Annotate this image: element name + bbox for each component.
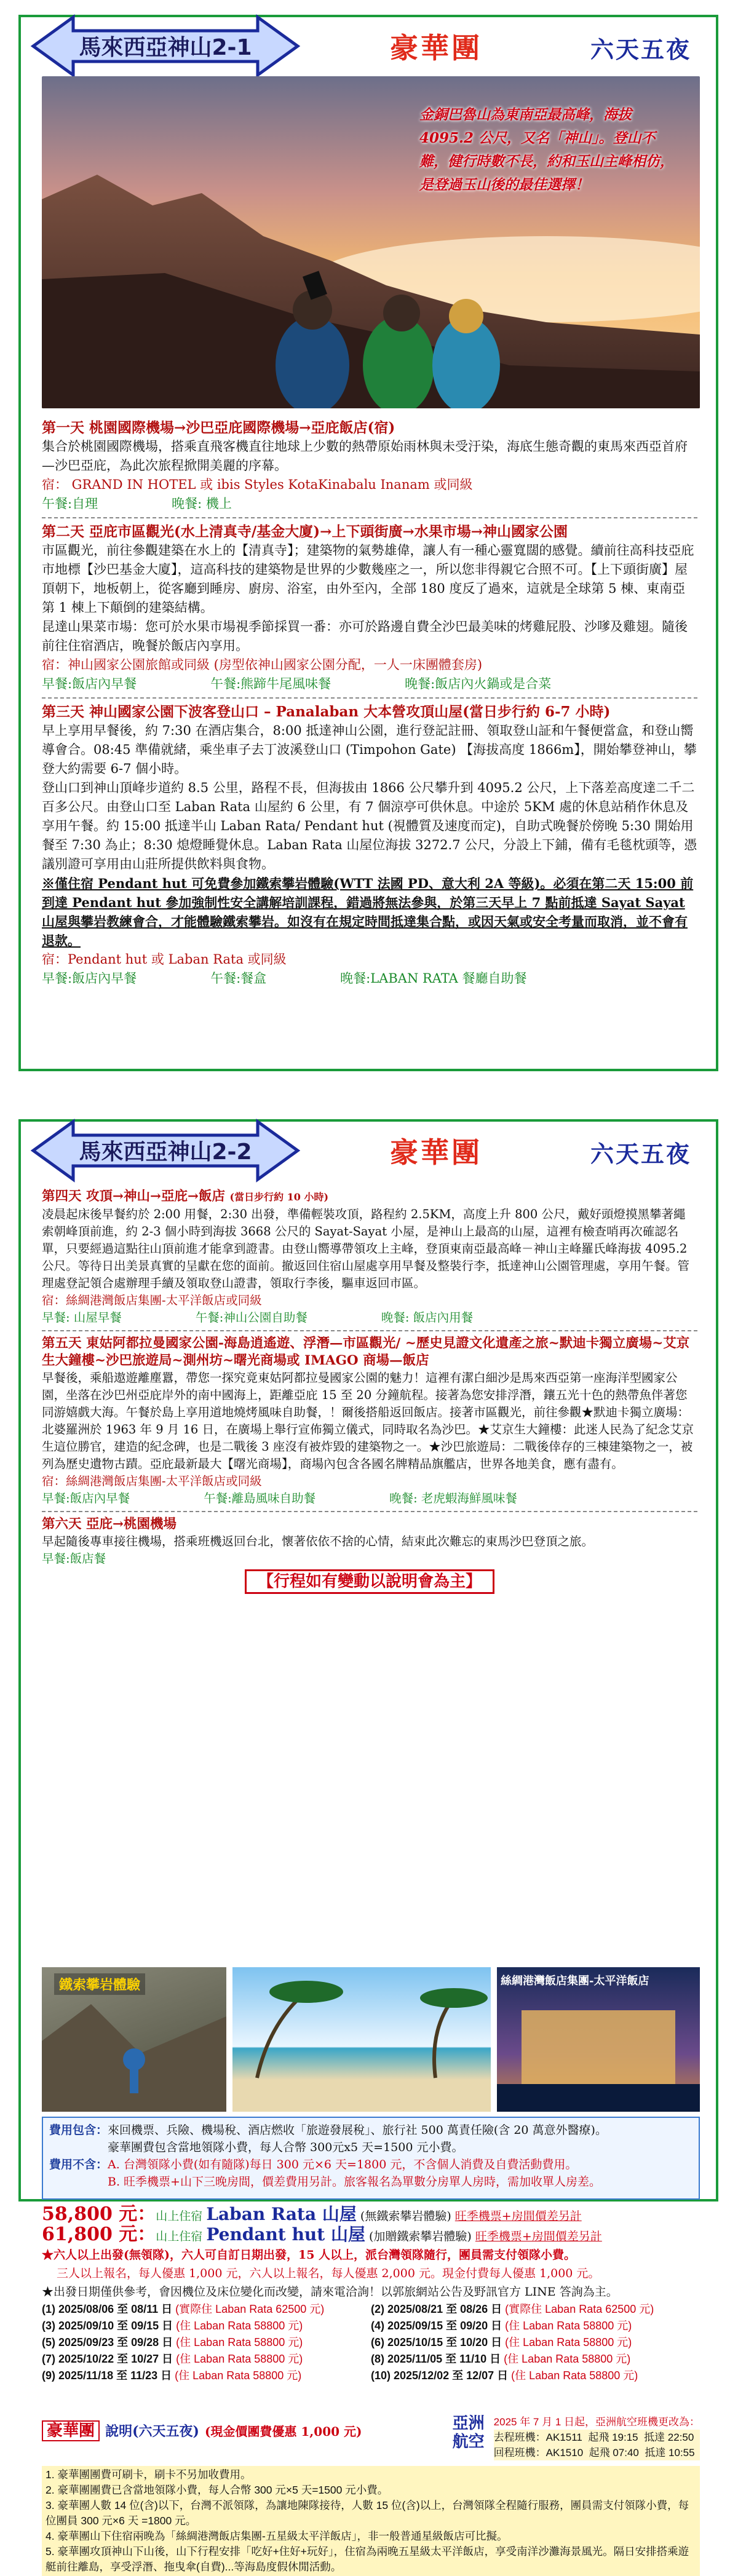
duration-label: 六天五夜 bbox=[590, 1140, 691, 1168]
date-disclaimer: ★出發日期僅供參考，會因機位及床位變化而改變，請來電洽詢！以郭旅網站公告及野訊官方 LINE 答詢為主。 bbox=[42, 2285, 618, 2299]
day3-body: 早上享用早餐後，約 7:30 在酒店集合，8:00 抵達神山公園，進行登記註冊、領取登山証和午餐便當盒，和登山嚮導會合。08:45 準備就緒，乘坐車子去丁波溪登山口 (Timpohon Gate) 【海拔高度 1866m】，開始攀登神山，攀登大約需要 6-7 個小時。 bbox=[42, 723, 697, 776]
day6-meals: 早餐:飯店餐 bbox=[42, 1552, 106, 1566]
cost-included: 費用包含：來回機票、兵險、機場稅、酒店燃收「旅遊發展稅」、旅行社 500 萬責任險(含 20 萬意外醫療)。 bbox=[49, 2123, 607, 2137]
footer-item: 4. 豪華團山下住宿兩晚為「絲綢港灣飯店集團-五星級太平洋飯店」，非一般普通星級飯店可比擬。 bbox=[46, 2530, 508, 2542]
day1-title: 第一天 桃園國際機場→沙巴亞庇國際機場→亞庇飯店(宿) bbox=[42, 419, 395, 436]
summit-sunrise-photo bbox=[42, 76, 700, 408]
hotel-photo bbox=[497, 1967, 700, 2112]
duration-label: 六天五夜 bbox=[590, 36, 691, 63]
itinerary-text-1 bbox=[42, 418, 697, 988]
via-ferrata-photo bbox=[42, 1967, 226, 2112]
day5-meals: 早餐:飯店內早餐 午餐:離島風味自助餐 晚餐: 老虎蝦海鮮風味餐 bbox=[42, 1491, 517, 1505]
photo-caption: 金銅巴魯山為東南亞最高峰，海拔4095.2 公尺，又名「神山」。登山不難，健行時數不長，約和玉山主峰相仿，是登過玉山後的最佳選擇！ bbox=[419, 106, 674, 193]
footer-notes bbox=[42, 2414, 700, 2573]
cost-box bbox=[42, 2117, 700, 2200]
divider bbox=[42, 1330, 697, 1331]
price-option-1: 58,800 元：山上住宿 Laban Rata 山屋 (無鐵索攀岩體驗) 旺季機票+房間價差另計 bbox=[42, 2203, 582, 2225]
footer-item: 5. 豪華團攻頂神山下山後，山下行程安排「吃好+住好+玩好」，住宿為兩晚五星級太平洋飯店，享受南洋沙灘海景風光。隔日安排搭乘遊艇前往離島，享受浮潛、拖曳傘(自費)...等海島度假休閒活動。 bbox=[46, 2545, 689, 2573]
date-item: (1) 2025/08/06 至 08/11 日 (實際住 Laban Rata 62500 元) bbox=[42, 2303, 325, 2315]
banner-title: 馬來西亞神山2-2 bbox=[79, 1139, 252, 1165]
day1-meals: 午餐:自理 晚餐: 機上 bbox=[42, 496, 232, 511]
brand-label: 豪華團 bbox=[390, 31, 482, 65]
footer-heading: 豪華團 說明(六天五夜) (現金價團費優惠 1,000 元) bbox=[42, 2414, 362, 2466]
cost-included-2: 豪華團費包含當地領隊小費，每人合幣 300元x5 天=1500 元小費。 bbox=[108, 2141, 464, 2154]
date-item: (4) 2025/09/15 至 09/20 日 (住 Laban Rata 58800 元) bbox=[371, 2320, 632, 2332]
airline-name: 亞洲航空 bbox=[452, 2414, 485, 2451]
discount-rule: 三人以上報名，每人優惠 1,000 元，六人以上報名，每人優惠 2,000 元。現金付費每人優惠 1,000 元。 bbox=[57, 2267, 600, 2280]
price-section bbox=[42, 2205, 700, 2384]
date-item: (6) 2025/10/15 至 10/20 日 (住 Laban Rata 58800 元) bbox=[371, 2336, 632, 2348]
day4-meals: 早餐: 山屋早餐 午餐:神山公園自助餐 晚餐: 飯店內用餐 bbox=[42, 1310, 474, 1325]
divider bbox=[42, 517, 697, 518]
flight-table: 2025 年 7 月 1 日起，亞洲航空班機更改為： 去程班機：AK1511 起飛 19:15 抵達 22:50 回程班機：AK1510 起飛 07:40 抵達 10:55 bbox=[494, 2414, 700, 2460]
day3-title: 第三天 神山國家公園下波客登山口 – Panalaban 大本營攻頂山屋(當日步行約 6-7 小時) bbox=[42, 703, 611, 720]
itinerary-page-1 bbox=[18, 15, 718, 1071]
date-item: (10) 2025/12/02 至 12/07 日 (住 Laban Rata 58800 元) bbox=[371, 2369, 638, 2382]
day5-stay: 宿：絲綢港灣飯店集團-太平洋飯店或同級 bbox=[42, 1474, 262, 1488]
day2-meals: 早餐:飯店內早餐 午餐:熊蹄牛尾風味餐 晚餐:飯店內火鍋或是合菜 bbox=[42, 676, 552, 691]
price-option-2: 61,800 元：山上住宿 Pendant hut 山屋 (加贈鐵索攀岩體驗) 旺季機票+房間價差另計 bbox=[42, 2224, 602, 2245]
cost-excluded-2: B. 旺季機票+山下三晚房間，價差費用另計。旅客報名為單數分房單人房時，需加收單人房差。 bbox=[108, 2175, 601, 2189]
footer-item: 3. 豪華團人數 14 位(含)以下，台灣不派領隊，為讓地陳隊接待，人數 15 位(含)以上，台灣領隊全程隨行服務，團員需支付領隊小費，每位團員 300 元×6 天 =1800 元。 bbox=[46, 2499, 689, 2527]
title-banner bbox=[21, 1117, 310, 1184]
date-item: (5) 2025/09/23 至 09/28 日 (住 Laban Rata 58800 元) bbox=[42, 2336, 303, 2348]
divider bbox=[42, 1511, 697, 1512]
footer-item: 1. 豪華團團費可刷卡，刷卡不另加收費用。 bbox=[46, 2468, 252, 2481]
day1-body: 集合於桃園國際機場，搭乘直飛客機直往地球上少數的熱帶原始雨林與未受汙染，海底生態奇觀的東馬來西亞首府—沙巴亞庇，為此次旅程掀開美麗的序幕。 bbox=[42, 439, 688, 473]
date-item: (8) 2025/11/05 至 11/10 日 (住 Laban Rata 58800 元) bbox=[371, 2353, 631, 2365]
day5-body: 早餐後，乘船遨遊離塵囂，帶您一探究竟東姑阿都拉曼國家公園的魅力！這裡有潔白細沙是馬來西亞第一座海洋型國家公園，坐落在沙巴州亞庇岸外的南中國海上，距離亞庇 15 至 20 分鐘航程。接著為您安排浮潛，鑲五光十色的熱帶魚伴著您同游嬉戲大海。午餐於島上享用道地燒烤風味自助餐，！爾後搭船返回飯店。接著市區觀光，前往參觀★默迪卡獨立廣場：北婆羅洲於 1963 年 9 月 16 日，在廣場上舉行宣佈獨立儀式，同時取名為沙巴。★艾京生大鐘樓：此迷人民為了紀念艾京生這位勝官，建造的紀念碑，也是二戰後 3 座沒有被炸毀的建築物之一。★沙巴旅遊局：二戰後倖存的三棟建築物之一，被列為歷史遺物古蹟。亞庇最新最大【曙光商場】，商場內包含各國名牌精品旗艦店，世界各地美食，應有盡有。 bbox=[42, 1371, 694, 1471]
banner-title: 馬來西亞神山2-1 bbox=[79, 35, 252, 60]
date-item: (2) 2025/08/21 至 08/26 日 (實際住 Laban Rata 62500 元) bbox=[371, 2303, 654, 2315]
day2-body: 市區觀光，前往參觀建築在水上的【清真寺】；建築物的氣勢雄偉，讓人有一種心靈寬闊的感覺。續前往高科技亞庇市地標【沙巴基金大廈】，這高科技的建築物是世界的少數幾座之一，所以您非得親它合照不可。【上下頭街廣】屋頂朝下，地板朝上，從客廳到睡房、廚房、浴室，由外至內，全部 180 度反了過來，這就是全球第 5 棟、東南亞第 1 棟上下顛倒的建築結構。 bbox=[42, 543, 694, 615]
day3-notice: ※僅住宿 Pendant hut 可免費參加鐵索攀岩體驗(WTT 法國 PD、意大利 2A 等級)。必須在第二天 15:00 前到達 Pendant hut 參加強制性安全講解培訓課程，錯過將無法參與，於第三天早上 7 點前抵達 Sayat Sayat 山屋與攀岩教練會合，才能體驗鐵索攀岩。如沒有在規定時間抵達集合點，或因天氣或安全考量而取消，並不會有退款。 bbox=[42, 876, 694, 948]
date-item: (9) 2025/11/18 至 11/23 日 (住 Laban Rata 58800 元) bbox=[42, 2369, 302, 2382]
flight-info bbox=[448, 2414, 700, 2466]
footer-list bbox=[42, 2466, 700, 2576]
title-banner bbox=[21, 12, 310, 80]
day4-stay: 宿：絲綢港灣飯店集團-太平洋飯店或同級 bbox=[42, 1293, 262, 1307]
divider bbox=[42, 697, 697, 699]
day2-title: 第二天 亞庇市區觀光(水上清真寺/基金大廈)→上下頭街廣→水果市場→神山國家公園 bbox=[42, 523, 568, 540]
day1-stay: 宿： GRAND IN HOTEL 或 ibis Styles KotaKinabalu Inanam 或同級 bbox=[42, 477, 473, 492]
footer-item: 2. 豪華團團費已含當地領隊小費，每人合幣 300 元×5 天=1500 元小費。 bbox=[46, 2484, 389, 2496]
itinerary-text-2 bbox=[42, 1188, 697, 1596]
group-rule: ★六人以上出發(無領隊)，六人可自訂日期出發，15 人以上，派台灣領隊隨行，團員需支付領隊小費。 bbox=[42, 2248, 576, 2262]
day4-title: 第四天 攻頂→神山→亞庇→飯店 (當日步行約 10 小時) bbox=[42, 1189, 329, 1204]
beach-photo bbox=[232, 1967, 491, 2112]
day5-title: 第五天 東姑阿都拉曼國家公園-海島逍遙遊、浮潛—市區觀光/ ~歷史見證文化遺產之旅~默迪卡獨立廣場~艾京生大鐘樓~沙巴旅遊局~測州坊~曙光商場或 IMAGO 商場—飯店 bbox=[42, 1336, 690, 1368]
day3-meals: 早餐:飯店內早餐 午餐:餐盒 晚餐:LABAN RATA 餐廳自助餐 bbox=[42, 971, 527, 986]
hotel-caption: 絲綢港灣飯店集團-太平洋飯店 bbox=[501, 1975, 649, 1987]
day3-stay: 宿：Pendant hut 或 Laban Rata 或同級 bbox=[42, 952, 287, 967]
date-item: (7) 2025/10/22 至 10/27 日 (住 Laban Rata 58800 元) bbox=[42, 2353, 303, 2365]
day3-body2: 登山口到神山頂峰步道約 8.5 公里，路程不長，但海拔由 1866 公尺攀升到 4095.2 公尺，上下落差高度達二千二百多公尺。由登山口至 Laban Rata 山屋約 6 公里，有 7 個涼亭可供休息。中途於 5KM 處的休息站稍作休息及享用午餐。約 15:00 抵達半山 Laban Rata/ Pendant hut (視體質及速度而定)，自助式晚餐於傍晚 5:30 開始用餐至 7:30 為止；8:30 熄燈睡覺休息。Laban Rata 山屋位海拔 3272.7 公尺，分設上下鋪，備有毛毯枕頭等，憑議別證可享用由山莊所提供飲料與食物。 bbox=[42, 780, 697, 871]
itinerary-page-2 bbox=[18, 1119, 718, 2573]
day6-title: 第六天 亞庇→桃園機場 bbox=[42, 1516, 177, 1532]
day2-stay: 宿：神山國家公園旅館或同級 (房型依神山國家公園分配，一人一床團體套房) bbox=[42, 657, 483, 672]
day4-body: 凌晨起床後早餐約於 2:00 用餐，2:30 出發，準備輕裝攻頂，路程約 2.5KM，高度上升 800 公尺，戴好頭燈摸黑攀著繩索朝峰頂前進，約 2-3 個小時到海拔 3668 公尺的 Sayat-Sayat 小屋，是神山上最高的山屋，這裡有檢查哨再次確認名單，只要經過這點往山頂前進才能拿到證書。由登山嚮導帶領攻上主峰，登頂東南亞最高峰－神山主峰羅氏峰海拔 4095.2 公尺。等待日出美景真實的呈獻在您的面前。撤返回住宿山屋處享用早餐及整裝行李，抵達神山公園管理處，享用午餐。管理處登記領合處辦理手續及領取登山證書，領取行李後，驅車返回市區。 bbox=[42, 1207, 690, 1290]
brand-label: 豪華團 bbox=[390, 1136, 482, 1169]
day2-body2: 昆達山果菜市場：您可於水果市場視季節採買一番：亦可於路邊自費全沙巴最美味的烤雞屁股、沙嗲及雞翅。隨後前往住宿酒店，晚餐於飯店內享用。 bbox=[42, 619, 688, 653]
cost-excluded: 費用不含：A. 台灣領隊小費(如有隨隊)每日 300 元×6 天=1800 元，不含個人消費及自費活動費用。 bbox=[49, 2158, 577, 2171]
photo-strip bbox=[42, 1967, 700, 2112]
departure-dates bbox=[42, 2301, 700, 2384]
day6-body: 早起隨後專車接往機場，搭乘班機返回台北，懷著依依不捨的心情，結束此次難忘的東馬沙巴登頂之旅。 bbox=[42, 1534, 594, 1548]
date-item: (3) 2025/09/10 至 09/15 日 (住 Laban Rata 58800 元) bbox=[42, 2320, 303, 2332]
via-ferrata-caption: 鐵索攀岩體驗 bbox=[54, 1973, 145, 1995]
itinerary-change-notice: 【行程如有變動以說明會為主】 bbox=[42, 1572, 697, 1591]
